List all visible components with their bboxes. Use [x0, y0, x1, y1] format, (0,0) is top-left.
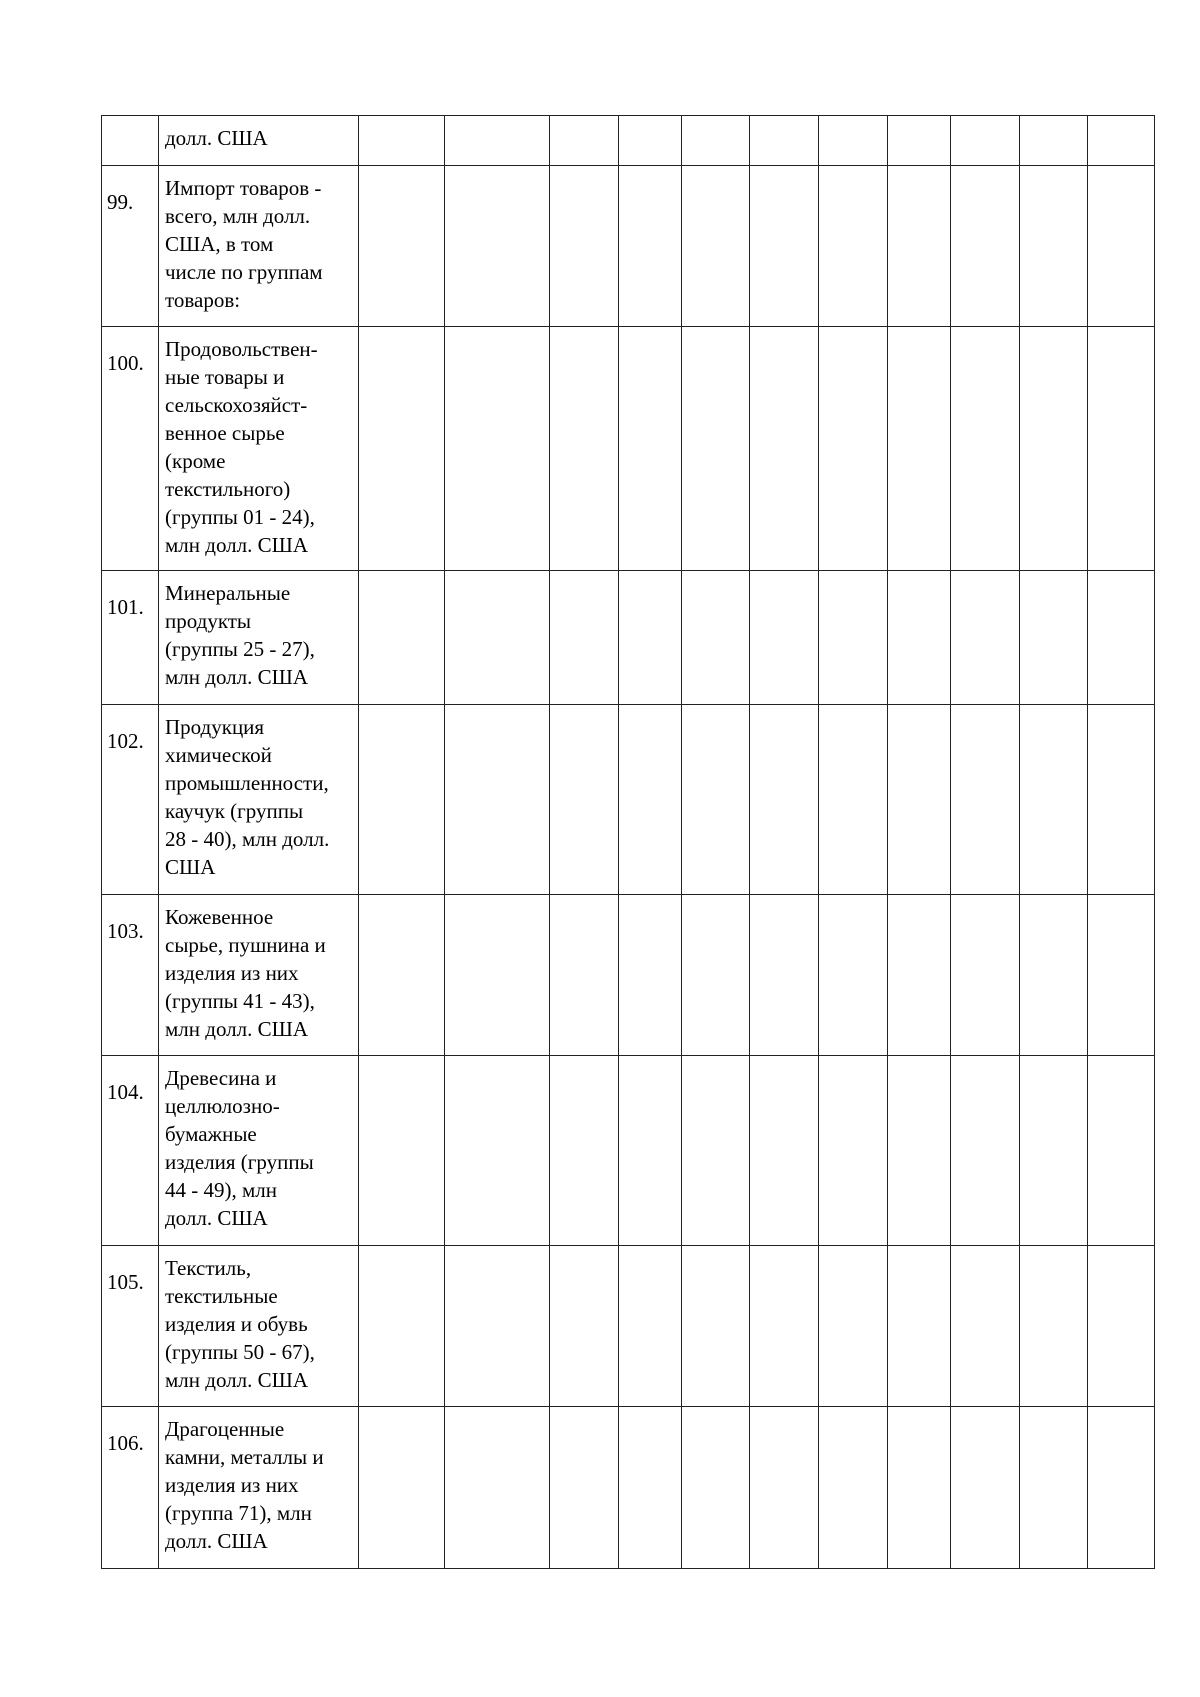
- indicator-name-line: 44 - 49), млн: [165, 1178, 277, 1202]
- value-cell: [819, 1246, 888, 1407]
- value-cell: [619, 166, 682, 327]
- value-cell: [445, 1407, 550, 1569]
- value-cell: [819, 571, 888, 705]
- value-cell: [888, 327, 951, 571]
- value-cell: [1088, 1056, 1155, 1246]
- data-table: [101, 115, 1155, 1569]
- indicator-name-line: (группы 41 - 43),: [165, 989, 315, 1013]
- value-cell: [682, 705, 750, 895]
- indicator-name-line: (группы 25 - 27),: [165, 637, 315, 661]
- table-row: [102, 705, 1155, 895]
- indicator-name-line: сельскохозяйст-: [165, 393, 308, 417]
- value-cell: [619, 1407, 682, 1569]
- indicator-name-line: венное сырье: [165, 421, 285, 445]
- indicator-name-line: млн долл. США: [165, 1368, 308, 1392]
- indicator-name-line: Минеральные: [165, 581, 291, 605]
- value-cell: [819, 1056, 888, 1246]
- value-cell: [359, 1246, 445, 1407]
- value-cell: [951, 1246, 1020, 1407]
- indicator-name-line: текстильные: [165, 1284, 278, 1308]
- value-cell: [619, 895, 682, 1056]
- indicator-name: [159, 166, 359, 327]
- value-cell: [359, 895, 445, 1056]
- table-row: [102, 895, 1155, 1056]
- value-cell: [1088, 116, 1155, 166]
- value-cell: [750, 571, 819, 705]
- indicator-name-line: целлюлозно-: [165, 1094, 280, 1118]
- table-row: [102, 571, 1155, 705]
- indicator-name-line: 28 - 40), млн долл.: [165, 827, 330, 851]
- value-cell: [550, 705, 619, 895]
- indicator-name-line: Драгоценные: [165, 1417, 285, 1441]
- value-cell: [445, 1056, 550, 1246]
- indicator-name-line: млн долл. США: [165, 533, 308, 557]
- table-row: [102, 327, 1155, 571]
- value-cell: [750, 327, 819, 571]
- indicator-name-line: Древесина и: [165, 1066, 277, 1090]
- indicator-name-line: (группы 01 - 24),: [165, 505, 315, 529]
- indicator-name-line: всего, млн долл.: [165, 204, 311, 228]
- value-cell: [682, 327, 750, 571]
- value-cell: [1020, 895, 1088, 1056]
- value-cell: [619, 1056, 682, 1246]
- indicator-name-line: США: [165, 855, 216, 879]
- table-row: [102, 1407, 1155, 1569]
- value-cell: [951, 1407, 1020, 1569]
- value-cell: [888, 1407, 951, 1569]
- value-cell: [619, 327, 682, 571]
- value-cell: [819, 705, 888, 895]
- value-cell: [750, 1246, 819, 1407]
- value-cell: [550, 571, 619, 705]
- value-cell: [1088, 327, 1155, 571]
- indicator-name: [159, 116, 359, 166]
- row-number: 99.: [102, 166, 159, 327]
- indicator-name-line: Продукция: [165, 715, 265, 739]
- indicator-name-line: бумажные: [165, 1122, 257, 1146]
- indicator-name-line: сырье, пушнина и: [165, 933, 326, 957]
- value-cell: [1020, 1246, 1088, 1407]
- indicator-name-line: млн долл. США: [165, 665, 308, 689]
- value-cell: [819, 1407, 888, 1569]
- value-cell: [359, 1407, 445, 1569]
- value-cell: [1020, 1407, 1088, 1569]
- indicator-name-line: промышленности,: [165, 771, 329, 795]
- value-cell: [359, 166, 445, 327]
- value-cell: [1088, 705, 1155, 895]
- value-cell: [951, 705, 1020, 895]
- value-cell: [359, 1056, 445, 1246]
- value-cell: [550, 1407, 619, 1569]
- value-cell: [359, 571, 445, 705]
- indicator-name-line: изделия из них: [165, 1473, 299, 1497]
- value-cell: [550, 166, 619, 327]
- indicator-name-line: долл. США: [165, 1529, 268, 1553]
- table-row: [102, 1246, 1155, 1407]
- value-cell: [682, 1407, 750, 1569]
- value-cell: [359, 705, 445, 895]
- value-cell: [445, 1246, 550, 1407]
- row-number: 105.: [102, 1246, 159, 1407]
- value-cell: [888, 571, 951, 705]
- indicator-name-line: изделия из них: [165, 961, 299, 985]
- value-cell: [445, 327, 550, 571]
- value-cell: [682, 1056, 750, 1246]
- value-cell: [1088, 571, 1155, 705]
- value-cell: [951, 166, 1020, 327]
- value-cell: [1020, 327, 1088, 571]
- value-cell: [951, 895, 1020, 1056]
- value-cell: [819, 327, 888, 571]
- value-cell: [951, 571, 1020, 705]
- indicator-name-line: числе по группам: [165, 260, 323, 284]
- indicator-name: [159, 1407, 359, 1569]
- indicator-name-line: товаров:: [165, 288, 241, 312]
- indicator-name-line: долл. США: [165, 126, 268, 150]
- value-cell: [1020, 166, 1088, 327]
- indicator-name-line: (кроме: [165, 449, 226, 473]
- table-row: [102, 116, 1155, 166]
- row-number: 104.: [102, 1056, 159, 1246]
- value-cell: [888, 1056, 951, 1246]
- value-cell: [550, 327, 619, 571]
- value-cell: [1020, 571, 1088, 705]
- value-cell: [750, 705, 819, 895]
- indicator-name-line: (группа 71), млн: [165, 1501, 312, 1525]
- row-number: 106.: [102, 1407, 159, 1569]
- indicator-name-line: химической: [165, 743, 272, 767]
- value-cell: [819, 166, 888, 327]
- value-cell: [550, 116, 619, 166]
- value-cell: [750, 1056, 819, 1246]
- row-number: 102.: [102, 705, 159, 895]
- value-cell: [682, 166, 750, 327]
- value-cell: [888, 166, 951, 327]
- value-cell: [951, 1056, 1020, 1246]
- value-cell: [819, 895, 888, 1056]
- indicator-name-line: Продовольствен-: [165, 337, 318, 361]
- indicator-name-line: ные товары и: [165, 365, 285, 389]
- indicator-name-line: текстильного): [165, 477, 291, 501]
- indicator-name-line: камни, металлы и: [165, 1445, 324, 1469]
- indicator-name-line: США, в том: [165, 232, 274, 256]
- value-cell: [359, 327, 445, 571]
- indicator-name: [159, 895, 359, 1056]
- value-cell: [1020, 705, 1088, 895]
- value-cell: [750, 1407, 819, 1569]
- value-cell: [888, 1246, 951, 1407]
- indicator-name: [159, 1246, 359, 1407]
- indicator-name-line: долл. США: [165, 1206, 268, 1230]
- value-cell: [550, 895, 619, 1056]
- row-number: 101.: [102, 571, 159, 705]
- indicator-name-line: каучук (группы: [165, 799, 304, 823]
- value-cell: [1088, 1246, 1155, 1407]
- value-cell: [1020, 116, 1088, 166]
- value-cell: [550, 1246, 619, 1407]
- value-cell: [445, 166, 550, 327]
- table-row: [102, 1056, 1155, 1246]
- indicator-name-line: изделия (группы: [165, 1150, 314, 1174]
- row-number: 100.: [102, 327, 159, 571]
- table-row: [102, 166, 1155, 327]
- value-cell: [359, 116, 445, 166]
- indicator-name-line: Кожевенное: [165, 905, 274, 929]
- value-cell: [445, 571, 550, 705]
- indicator-name-line: продукты: [165, 609, 252, 633]
- value-cell: [888, 116, 951, 166]
- value-cell: [888, 705, 951, 895]
- value-cell: [550, 1056, 619, 1246]
- value-cell: [750, 166, 819, 327]
- value-cell: [682, 1246, 750, 1407]
- row-number: [102, 116, 159, 166]
- value-cell: [619, 116, 682, 166]
- indicator-name-line: Текстиль,: [165, 1256, 252, 1280]
- value-cell: [1020, 1056, 1088, 1246]
- value-cell: [445, 895, 550, 1056]
- indicator-name: [159, 1056, 359, 1246]
- value-cell: [682, 116, 750, 166]
- value-cell: [445, 116, 550, 166]
- value-cell: [888, 895, 951, 1056]
- indicator-name-line: млн долл. США: [165, 1017, 308, 1041]
- value-cell: [619, 1246, 682, 1407]
- value-cell: [682, 571, 750, 705]
- value-cell: [750, 116, 819, 166]
- indicator-name: [159, 327, 359, 571]
- value-cell: [619, 571, 682, 705]
- value-cell: [445, 705, 550, 895]
- value-cell: [1088, 166, 1155, 327]
- indicator-name-line: (группы 50 - 67),: [165, 1340, 315, 1364]
- value-cell: [1088, 895, 1155, 1056]
- value-cell: [951, 116, 1020, 166]
- indicator-name-line: Импорт товаров -: [165, 176, 322, 200]
- indicator-name: [159, 571, 359, 705]
- value-cell: [951, 327, 1020, 571]
- indicator-name-line: изделия и обувь: [165, 1312, 308, 1336]
- row-number: 103.: [102, 895, 159, 1056]
- value-cell: [619, 705, 682, 895]
- value-cell: [682, 895, 750, 1056]
- value-cell: [1088, 1407, 1155, 1569]
- value-cell: [750, 895, 819, 1056]
- value-cell: [819, 116, 888, 166]
- indicator-name: [159, 705, 359, 895]
